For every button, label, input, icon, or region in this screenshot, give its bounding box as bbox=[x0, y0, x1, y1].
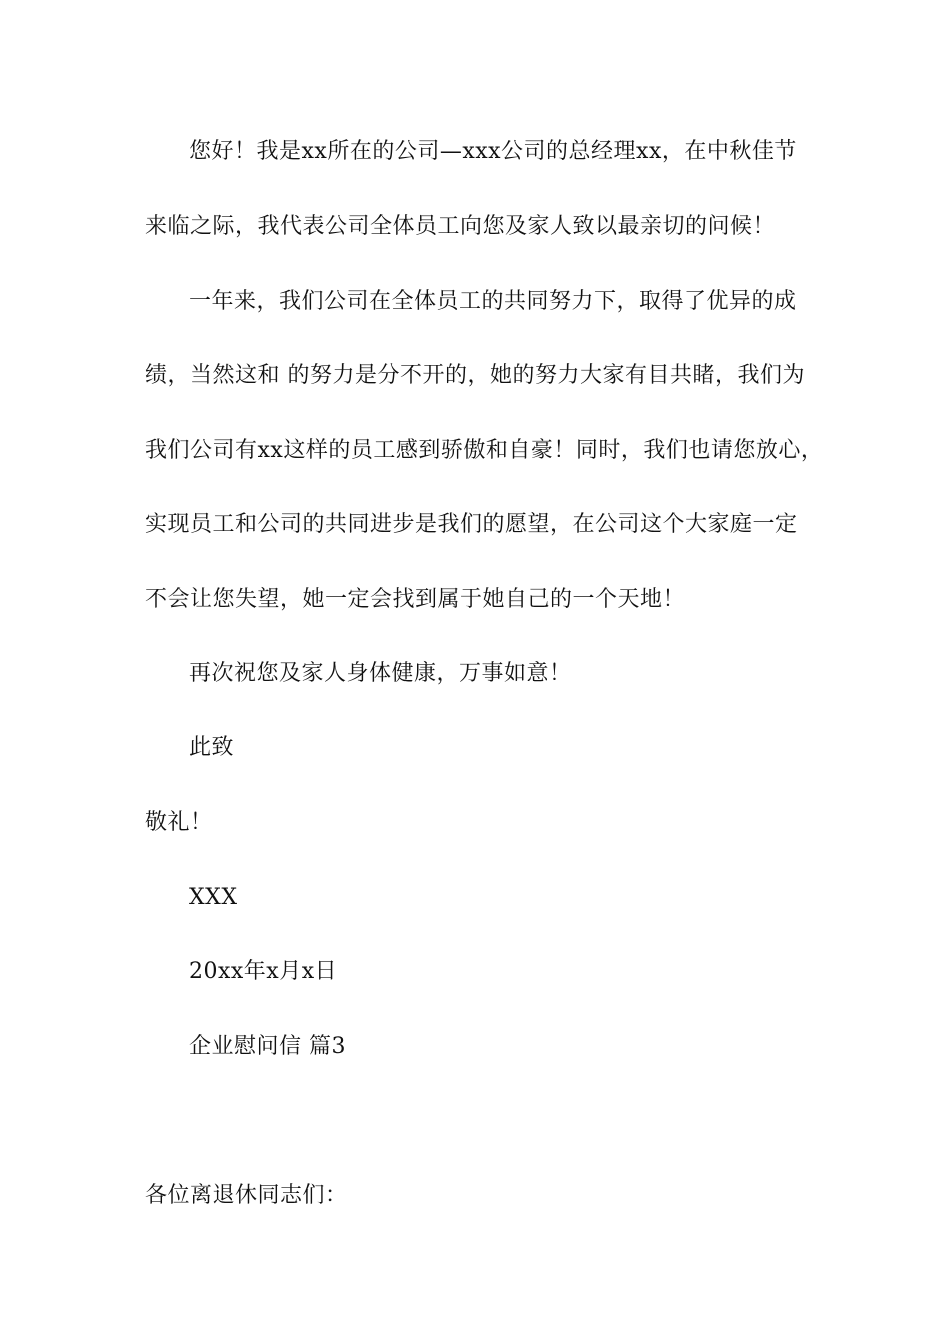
greeting-line: 各位离退休同志们： bbox=[145, 1183, 348, 1208]
wishes-line: 再次祝您及家人身体健康，万事如意！ bbox=[189, 661, 572, 686]
signature-date: 20xx年x月x日 bbox=[189, 959, 338, 984]
paragraph-line-1: 您好！我是xx所在的公司—xxx公司的总经理xx，在中秋佳节 bbox=[189, 139, 797, 164]
paragraph-line-3: 一年来，我们公司在全体员工的共同努力下，取得了优异的成 bbox=[189, 289, 797, 314]
closing-salutation: 此致 bbox=[189, 735, 235, 760]
paragraph-line-2: 来临之际，我代表公司全体员工向您及家人致以最亲切的问候！ bbox=[145, 214, 776, 239]
closing-regards: 敬礼！ bbox=[145, 810, 213, 835]
signature-name: XXX bbox=[189, 885, 238, 910]
paragraph-line-7: 不会让您失望，她一定会找到属于她自己的一个天地！ bbox=[145, 587, 686, 612]
paragraph-line-4: 绩，当然这和 的努力是分不开的，她的努力大家有目共睹，我们为 bbox=[145, 363, 805, 388]
paragraph-line-5: 我们公司有xx这样的员工感到骄傲和自豪！同时，我们也请您放心， bbox=[145, 438, 824, 463]
paragraph-line-6: 实现员工和公司的共同进步是我们的愿望，在公司这个大家庭一定 bbox=[145, 512, 798, 537]
section-heading: 企业慰问信 篇3 bbox=[189, 1034, 346, 1059]
